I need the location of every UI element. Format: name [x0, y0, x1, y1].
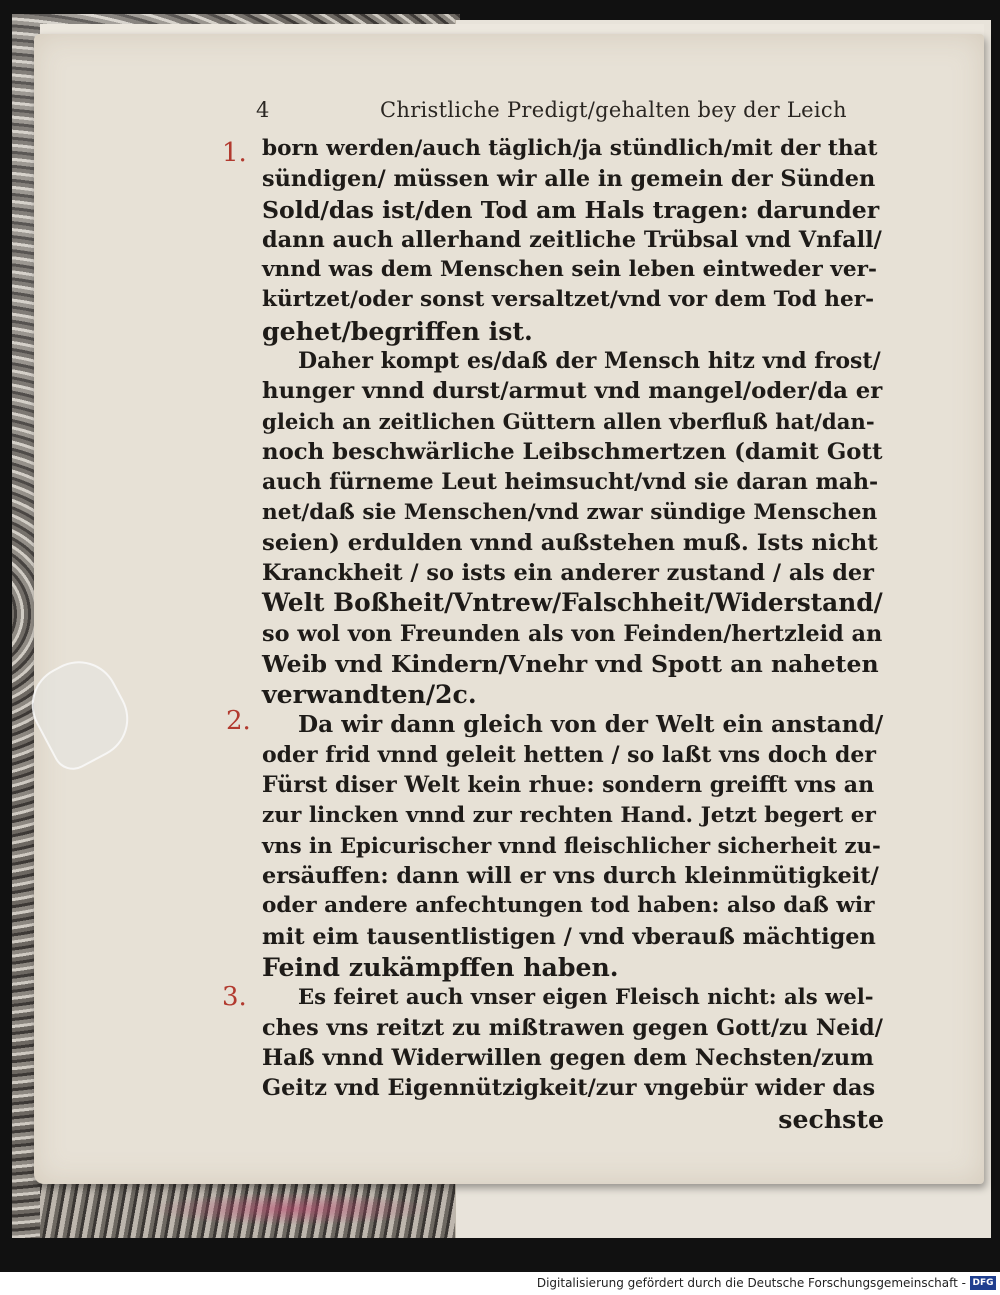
text-line: hunger vnnd durst/armut vnd mangel/oder/da er	[262, 378, 883, 405]
text-line: Haß vnnd Widerwillen gegen dem Nechsten/zum	[262, 1044, 874, 1071]
text-line: Es feiret auch vnser eigen Fleisch nicht: als wel-	[298, 984, 874, 1010]
text-line: gehet/begriffen ist.	[262, 315, 533, 346]
catchword: sechste	[778, 1103, 884, 1134]
text-line: Geitz vnd Eigennützigkeit/zur vngebür wider das	[262, 1075, 876, 1102]
text-line: gleich an zeitlichen Güttern allen vberfluß hat/dan-	[262, 408, 875, 434]
margin-number-3: 3.	[222, 982, 247, 1012]
text-line: so wol von Freunden als von Feinden/hertzleid an	[262, 620, 883, 647]
text-line: oder andere anfechtungen tod haben: also daß wir	[262, 893, 875, 919]
text-line: Daher kompt es/daß der Mensch hitz vnd frost/	[298, 348, 881, 375]
funding-notice: Digitalisierung gefördert durch die Deutsche Forschungsgemeinschaft -	[536, 1276, 966, 1290]
text-line: dann auch allerhand zeitliche Trübsal vnd Vnfall/	[262, 226, 882, 253]
dfg-logo: DFG	[970, 1276, 996, 1290]
text-line: Fürst diser Welt kein rhue: sondern greifft vns an	[262, 772, 875, 799]
text-line: ches vns reitzt zu mißtrawen gegen Gott/zu Neid/	[262, 1014, 883, 1041]
text-line: net/daß sie Menschen/vnd zwar sündige Menschen	[262, 499, 878, 525]
text-line: vnnd was dem Menschen sein leben eintweder ver-	[262, 257, 877, 283]
body-text	[262, 134, 884, 1134]
marbled-cover-bottom	[40, 1180, 460, 1238]
running-head	[256, 98, 896, 128]
text-line: oder frid vnnd geleit hetten / so laßt vns doch der	[262, 741, 876, 768]
margin-number-2: 2.	[226, 706, 251, 736]
text-line: born werden/auch täglich/ja stündlich/mit der that	[262, 136, 878, 161]
running-head-title: Christliche Predigt/gehalten bey der Leich	[380, 98, 847, 122]
text-line: ersäuffen: dann will er vns durch kleinmütigkeit/	[262, 863, 879, 890]
text-line: kürtzet/oder sonst versaltzet/vnd vor dem Tod her-	[262, 287, 875, 313]
text-line: zur lincken vnnd zur rechten Hand. Jetzt begert er	[262, 802, 876, 828]
text-line: auch fürneme Leut heimsucht/vnd sie daran mah-	[262, 469, 879, 496]
text-line: Weib vnd Kindern/Vnehr vnd Spott an naheten	[262, 650, 879, 679]
text-line: Feind zukämpffen haben.	[262, 952, 619, 983]
text-line: Kranckheit / so ists ein anderer zustand / als der	[262, 560, 874, 587]
page-number: 4	[256, 98, 270, 122]
text-line: seien) erdulden vnnd außstehen muß. Ists nicht	[262, 529, 878, 556]
footer-bar	[0, 1272, 1000, 1295]
text-line: verwandten/2c.	[262, 679, 477, 710]
text-line: sündigen/ müssen wir alle in gemein der Sünden	[262, 166, 876, 193]
text-line: Sold/das ist/den Tod am Hals tragen: darunder	[262, 195, 880, 224]
text-line: mit eim tausentlistigen / vnd vberauß mächtigen	[262, 923, 876, 950]
text-line: vns in Epicurischer vnnd fleischlicher sicherheit zu-	[262, 832, 881, 858]
text-line: Da wir dann gleich von der Welt ein anstand/	[298, 710, 884, 738]
text-line: noch beschwärliche Leibschmertzen (damit Gott	[262, 438, 883, 465]
text-line: Welt Boßheit/Vntrew/Falschheit/Widerstand/	[262, 588, 883, 618]
margin-number-1: 1.	[222, 138, 247, 168]
